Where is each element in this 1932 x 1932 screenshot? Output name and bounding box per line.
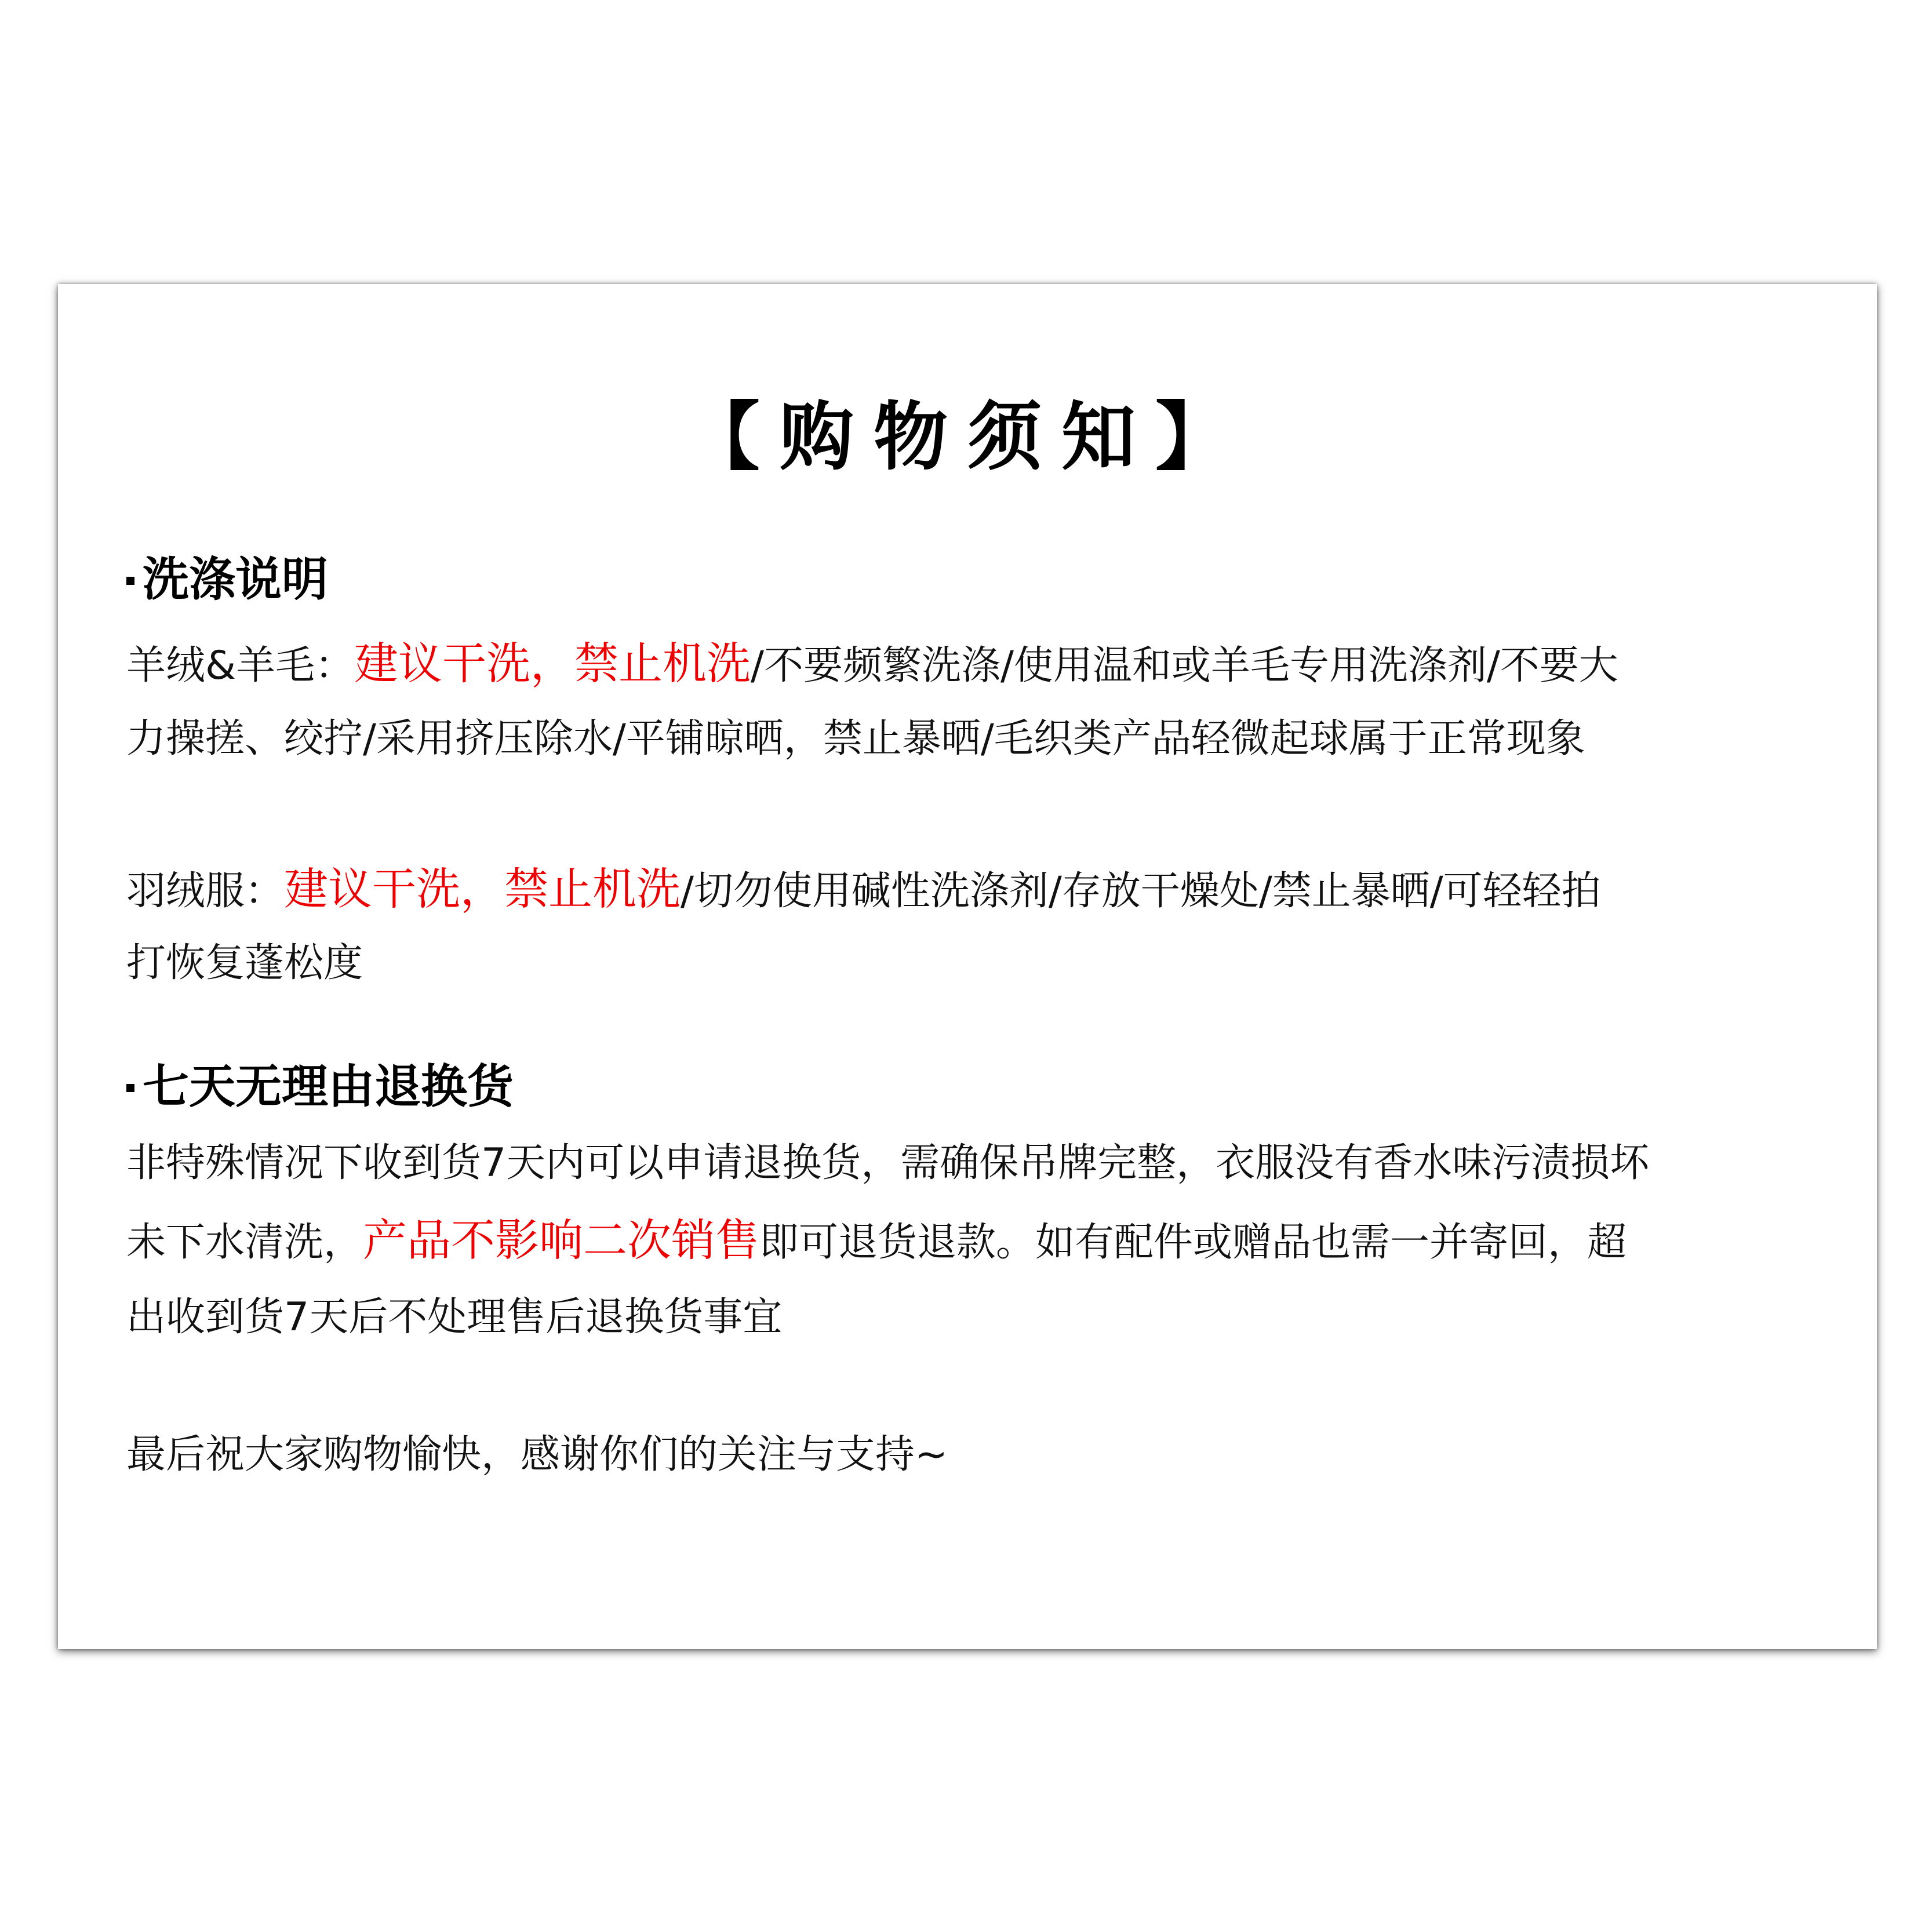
paragraph-line	[126, 1282, 1842, 1354]
page-title: 【购物须知】	[685, 394, 1249, 481]
text-run: /不要频繁洗涤/使用温和或羊毛专用洗涤剂/不要大	[751, 643, 1618, 689]
returns-paragraph	[126, 1127, 1842, 1354]
notice-card	[58, 284, 1877, 1649]
washing-paragraph-down	[126, 852, 1842, 1000]
paragraph-line	[126, 1127, 1842, 1199]
bullet-icon	[126, 577, 134, 585]
text-run: /切勿使用碱性洗涤剂/存放干燥处/禁止暴晒/可轻轻拍	[681, 868, 1601, 914]
washing-paragraph-wool	[126, 626, 1842, 777]
text-run: 即可退货退款。如有配件或赠品也需一并寄回，超	[759, 1220, 1627, 1265]
closing-text: 最后祝大家购物愉快，感谢你们的关注与支持~	[126, 1432, 948, 1478]
text-run: 羽绒服：	[126, 868, 285, 914]
section-heading-text: 七天无理由退换货	[143, 1060, 514, 1114]
text-run: 出收到货7天后不处理售后退换货事宜	[126, 1294, 783, 1340]
section-heading-text: 洗涤说明	[143, 552, 328, 606]
highlight-text: 建议干洗，禁止机洗	[284, 863, 681, 915]
paragraph-line	[126, 626, 1842, 701]
bullet-icon	[126, 1084, 134, 1092]
highlight-text: 建议干洗，禁止机洗	[354, 638, 751, 689]
text-run: 力操搓、绞拧/采用挤压除水/平铺晾晒，禁止暴晒/毛织类产品轻微起球属于正常现象	[126, 716, 1585, 762]
paragraph-line	[126, 701, 1842, 777]
text-run: 羊绒&羊毛：	[126, 643, 355, 689]
paragraph-line	[126, 1199, 1842, 1282]
text-run: 非特殊情况下收到货7天内可以申请退换货，需确保吊牌完整，衣服没有香水味污渍损坏	[126, 1140, 1650, 1186]
paragraph-line	[126, 926, 1842, 1000]
paragraph-line	[126, 852, 1842, 926]
section-heading-returns	[126, 1058, 514, 1116]
highlight-text: 产品不影响二次销售	[363, 1214, 760, 1266]
text-run: 打恢复蓬松度	[126, 940, 363, 986]
text-run: 未下水清洗，	[126, 1220, 363, 1265]
section-heading-washing	[126, 551, 328, 609]
